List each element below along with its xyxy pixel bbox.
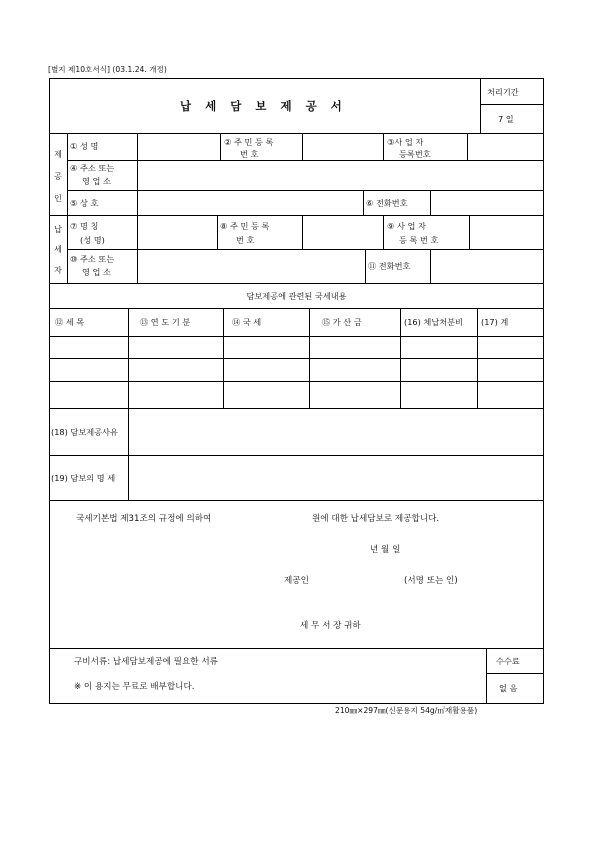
provider-address-label-2: 영 업 소 — [82, 176, 111, 186]
recipient-line: 세 무 서 장 귀하 — [300, 621, 361, 631]
taxpayer-name-label-2: (성 명) — [80, 235, 105, 245]
required-documents: 구비서류: 납세담보제공에 필요한 서류 — [74, 657, 218, 667]
taxpayer-rrn-field[interactable] — [303, 216, 382, 249]
provider-trade-name-field[interactable] — [138, 191, 362, 215]
provider-name-field[interactable] — [138, 134, 219, 160]
taxpayer-side-char-2: 세 — [54, 244, 62, 254]
provider-address-label: ④ 주소 또는 — [70, 163, 115, 173]
reason-field[interactable] — [129, 409, 543, 455]
provider-phone-label: ⑥ 전화번호 — [366, 198, 408, 208]
taxpayer-side-char-3: 자 — [54, 265, 62, 275]
taxpayer-brn-label: ⑨ 사 업 자 — [387, 221, 426, 231]
provider-trade-name-label: ⑤ 상 호 — [70, 198, 99, 208]
provider-rrn-label: ② 주 민 등 록 — [224, 137, 274, 147]
taxpayer-side-char-1: 납 — [54, 224, 62, 234]
taxpayer-address-label-2: 영 업 소 — [82, 267, 111, 277]
form-title: 납 세 담 보 제 공 서 — [180, 99, 347, 113]
col-header-year: ⑬ 연 도 기 분 — [140, 317, 191, 327]
signature-note: (서명 또는 인) — [404, 576, 458, 586]
col-header-tax-item: ⑫ 세 목 — [55, 317, 85, 327]
taxpayer-phone-label: ⑪ 전화번호 — [368, 261, 411, 271]
taxpayer-name-field[interactable] — [138, 216, 216, 249]
reason-label: (18) 담보제공사유 — [51, 427, 118, 437]
statement-basis-text: 국세기본법 제31조의 규정에 의하여 — [76, 514, 212, 524]
date-line: 년 월 일 — [370, 545, 401, 555]
collateral-label: (19) 담보의 명 세 — [51, 473, 116, 483]
fee-label: 수수료 — [496, 656, 520, 666]
col-header-surcharge: ⑮ 가 산 금 — [322, 317, 362, 327]
provider-address-field[interactable] — [138, 161, 543, 190]
processing-period-label: 처리기간 — [487, 87, 519, 97]
taxpayer-address-label: ⑩ 주소 또는 — [70, 254, 115, 264]
taxpayer-name-label: ⑦ 명 칭 — [70, 221, 99, 231]
provider-brn-label-2: 등록번호 — [399, 149, 431, 159]
provider-rrn-label-2: 번 호 — [240, 149, 259, 159]
provider-side-char-3: 인 — [54, 193, 62, 203]
table-row[interactable] — [50, 337, 543, 358]
table-row[interactable] — [50, 382, 543, 408]
taxpayer-phone-field[interactable] — [431, 250, 543, 283]
fee-value: 없 음 — [499, 683, 518, 693]
processing-period-value: 7 일 — [498, 114, 514, 124]
taxpayer-brn-field[interactable] — [470, 216, 543, 249]
free-distribution-note: ※ 이 용지는 무료로 배부합니다. — [74, 682, 195, 692]
form-number: [별지 제10호서식] (03.1.24. 개정) — [48, 65, 167, 74]
provider-phone-field[interactable] — [431, 191, 543, 215]
table-row[interactable] — [50, 359, 543, 381]
taxpayer-rrn-label-2: 번 호 — [236, 235, 255, 245]
taxpayer-rrn-label: ⑧ 주 민 등 록 — [220, 221, 270, 231]
col-header-disposition-fee: (16) 체납처분비 — [404, 317, 463, 327]
provider-side-char-2: 공 — [54, 171, 62, 181]
provider-name-label: ① 성 명 — [70, 141, 99, 151]
col-header-national-tax: ⑭ 국 세 — [232, 317, 262, 327]
provider-brn-label: ③사 업 자 — [387, 137, 424, 147]
collateral-field[interactable] — [129, 456, 543, 500]
tax-section-heading: 담보제공에 관련된 국세내용 — [246, 291, 347, 301]
col-header-total: (17) 계 — [481, 317, 509, 327]
provider-side-char-1: 제 — [54, 149, 62, 159]
taxpayer-brn-label-2: 등 록 번 호 — [399, 235, 439, 245]
provider-brn-field[interactable] — [468, 134, 543, 160]
statement-offer-text: 원에 대한 납세담보로 제공합니다. — [312, 514, 440, 524]
taxpayer-address-field[interactable] — [138, 250, 364, 283]
provider-signature-label: 제공인 — [284, 576, 309, 586]
provider-rrn-field[interactable] — [303, 134, 382, 160]
paper-spec: 210㎜×297㎜(신문용지 54g/㎡재활용품) — [335, 706, 478, 715]
